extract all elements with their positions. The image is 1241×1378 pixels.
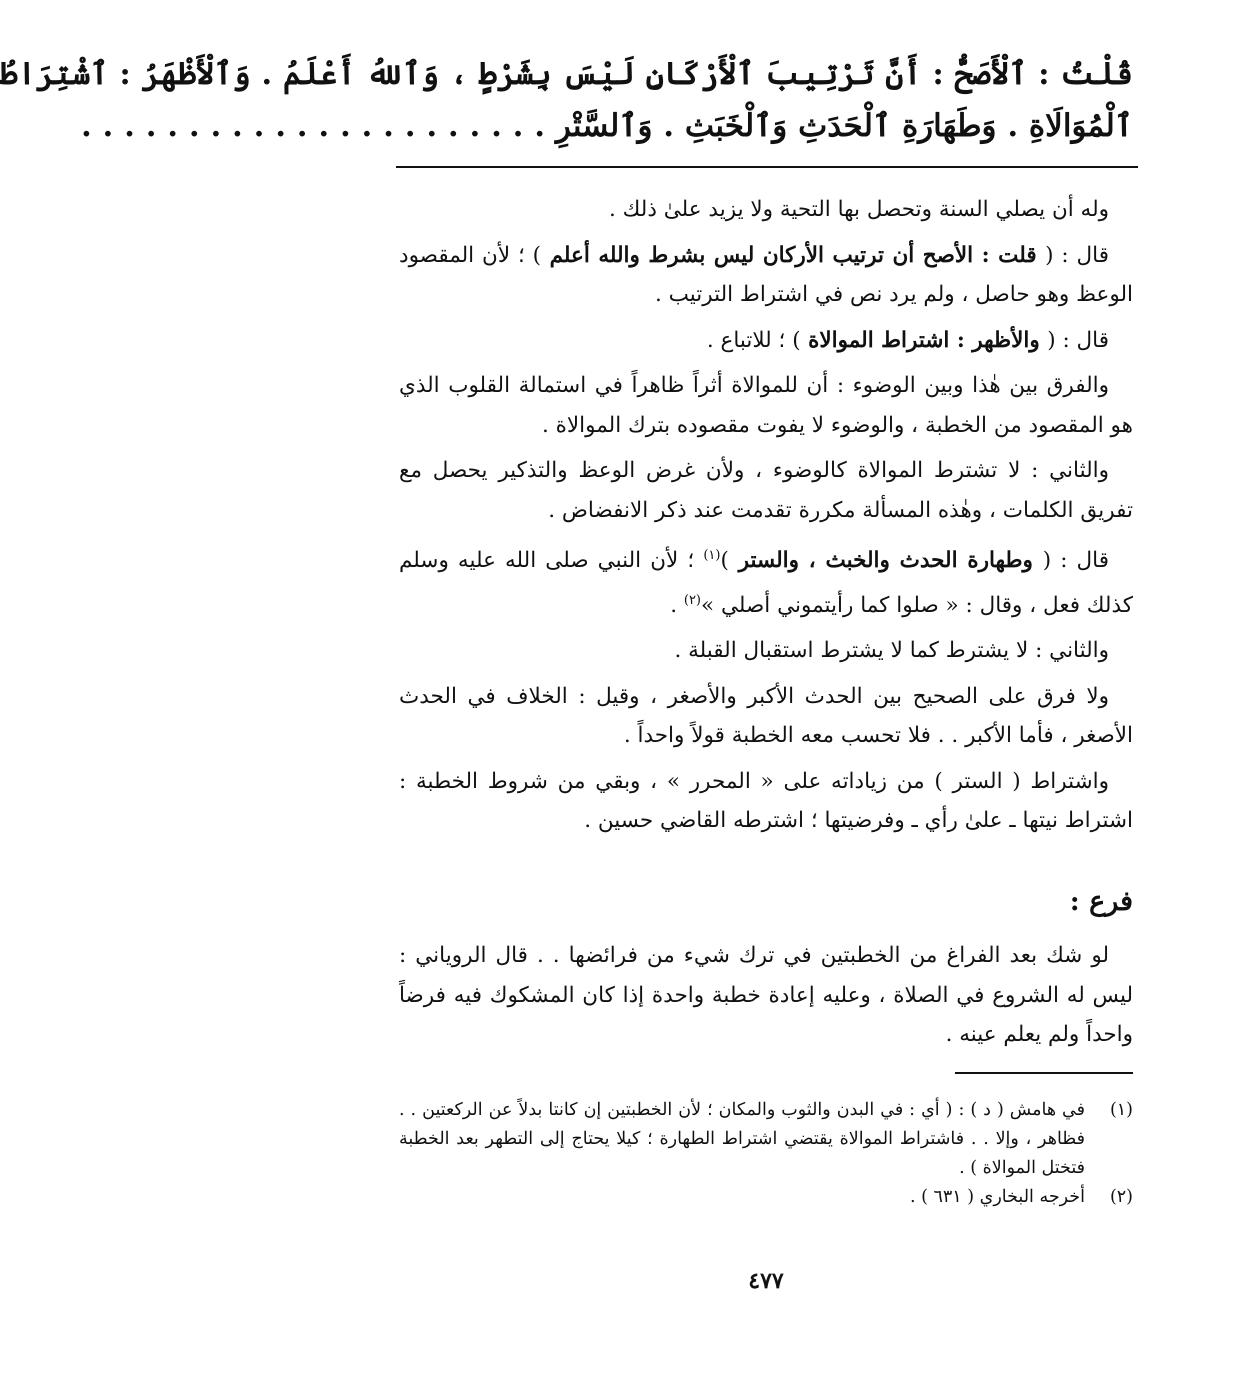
footnote-ref-2: (٢) [683, 592, 701, 608]
footnote-number: (٢) [1109, 1187, 1133, 1207]
sharh-paragraph-9: واشتراط ( الستر ) من زياداته على « المحرر » ، وبقي من شروط الخطبة : اشتراط نيتها ـ علىٰ رأي ـ وفرضيتها ؛ اشترطه القاضي حسين . [399, 768, 1133, 834]
sharh-paragraph-1: وله أن يصلي السنة وتحصل بها التحية ولا يزيد علىٰ ذلك . [608, 197, 1109, 222]
sharh-paragraph-3: قال : ( والأظهر : اشتراط الموالاة ) ؛ للاتباع . [706, 327, 1109, 353]
quoted-matn: قلت : الأصح أن ترتيب الأركان ليس بشرط والله أعلم [541, 242, 1046, 268]
sharh-paragraph-6: قال : ( وطهارة الحدث والخبث ، والستر )$^{(١)}$ ؛ لأن النبي صلى الله عليه وسلم كذلك فعل ، وقال : « صلوا كما رأيتموني أصلي »$^{(٢)}$ . [399, 548, 1133, 618]
sharh-paragraph-7: والثاني : لا يشترط كما لا يشترط استقبال القبلة . [674, 638, 1109, 664]
footnote-number: (١) [1109, 1100, 1133, 1120]
footnote-text: في هامش ( د ) : ( أي : في البدن والثوب والمكان ؛ لأن الخطبتين إن كانتا بدلاً عن الركعتين . . فظاهر ، وإلا . . فاشتراط الموالاة يقتضي اشتراط الطهارة ؛ كيلا يحتاج إلى التطهر بعد الخطبة فتختل الموالاة ) . [399, 1100, 1085, 1178]
footnote-2 [399, 1183, 1133, 1212]
footnote-text: أخرجه البخاري ( ٦٣١ ) . [909, 1187, 1085, 1207]
footnote-ref-1: (١) [703, 548, 721, 563]
far-section [399, 936, 1133, 1055]
sharh-paragraph-8: ولا فرق على الصحيح بين الحدث الأكبر والأصغر ، وقيل : الخلاف في الحدث الأصغر ، فأما الأكبر . . فلا تحسب معه الخطبة قولاً واحداً . [399, 683, 1133, 749]
footnotes [399, 1096, 1133, 1212]
matn-line-1: قُلْتُ : ٱلْأَصَحُّ : أَنَّ تَرْتِيبَ ٱلْأَرْكَانِ لَيْسَ بِشَرْطٍ ، وَٱللهُ أَعْلَمُ . وَٱلْأَظْهَرُ : ٱشْتِرَاطُ [0, 56, 1133, 92]
quoted-matn: والأظهر : اشتراط الموالاة [800, 327, 1048, 353]
footnote-separator-rule [955, 1072, 1133, 1074]
sharh-paragraph-5: والثاني : لا تشترط الموالاة كالوضوء ، ولأن غرض الوعظ والتذكير يحصل مع تفريق الكلمات ، وهٰذه المسألة مكررة تقدمت عند ذكر الانفضاض . [399, 458, 1133, 523]
far-heading: فرع : [1069, 886, 1133, 917]
sharh-paragraph-2: قال : ( قلت : الأصح أن ترتيب الأركان ليس بشرط والله أعلم ) ؛ لأن المقصود الوعظ وهو حاصل ، ولم يرد نص في اشتراط الترتيب . [399, 242, 1133, 307]
matn-text [0, 48, 1133, 152]
footnote-1 [399, 1096, 1133, 1183]
quoted-matn: وطهارة الحدث والخبث ، والستر [728, 548, 1043, 574]
sharh-paragraph-4: والفرق بين هٰذا وبين الوضوء : أن للموالاة أثراً ظاهراً في استمالة القلوب الذي هو المقصود من الخطبة ، والوضوء لا يفوت مقصوده بترك الموالاة . [399, 373, 1133, 438]
far-paragraph: لو شك بعد الفراغ من الخطبتين في ترك شيء من فرائضها . . قال الروياني : ليس له الشروع في الصلاة ، وعليه إعادة خطبة واحدة إذا كان المشكوك فيه فرضاً واحداً ولم يعلم عينه . [399, 943, 1133, 1047]
sharh-commentary [399, 190, 1133, 841]
matn-separator-rule [396, 166, 1138, 168]
matn-line-2: ٱلْمُوَالَاةِ . وَطَهَارَةِ ٱلْحَدَثِ وَٱلْخَبَثِ . وَٱلسَّتْرِ . . . . . . . . . . . . . . . . . . . . . . [80, 108, 1133, 144]
page-number: ٤٧٧ [748, 1268, 784, 1294]
